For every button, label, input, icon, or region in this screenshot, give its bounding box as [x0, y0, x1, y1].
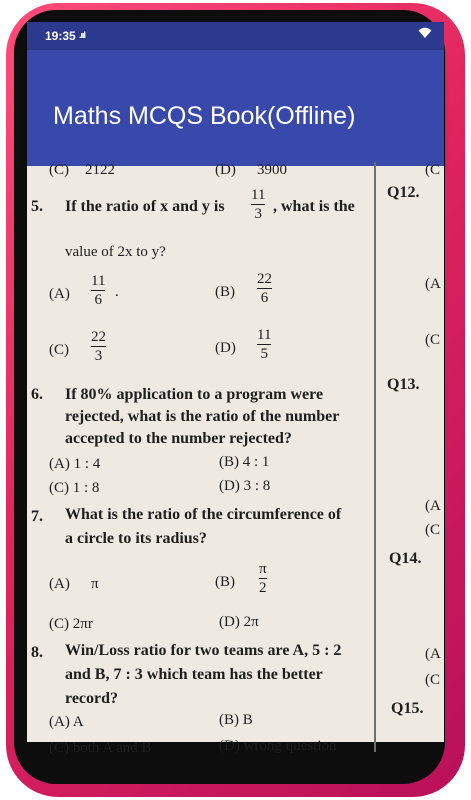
q5-number: 5. [31, 198, 43, 215]
q6-text-3: accepted to the number rejected? [65, 430, 292, 447]
q5-fraction-num: 11 [251, 187, 266, 203]
q5-option-c-fraction [91, 328, 106, 365]
q13-option-c: (C [425, 522, 440, 538]
q8-option-d: (D) wrong question [219, 738, 337, 754]
cut-option-d-label: (D) [215, 162, 236, 178]
q8-text-2: and B, 7 : 3 which team has the better [65, 666, 323, 683]
q7-number: 7. [31, 508, 43, 525]
q5-option-a-label: (A) [49, 286, 70, 302]
q5-fraction-den: 3 [254, 206, 262, 222]
q6-option-b: (B) 4 : 1 [219, 454, 270, 470]
cut-option-c-value: 2122 [85, 162, 115, 178]
q12-option-a: (A [425, 276, 441, 292]
q7-text-2: a circle to its radius? [65, 530, 207, 547]
q6-option-a: (A) 1 : 4 [49, 456, 101, 472]
q5-option-b-fraction [257, 270, 272, 307]
status-bar [27, 22, 444, 50]
q5-text-2: , what is the [273, 198, 355, 215]
q6-option-d: (D) 3 : 8 [219, 478, 271, 494]
q5-d-num: 11 [257, 327, 272, 343]
q13-option-a: (A [425, 498, 441, 514]
q6-option-c: (C) 1 : 8 [49, 480, 100, 496]
cut-option-d-value: 3900 [257, 162, 287, 178]
q8-option-a: (A) A [49, 714, 84, 730]
screen [27, 22, 444, 756]
signal-icon: .ııl [79, 30, 86, 40]
q5-fraction [251, 186, 265, 223]
q5-option-a-fraction [91, 272, 105, 309]
column-divider [374, 162, 376, 752]
q7-option-b-fraction [259, 560, 267, 597]
q8-text-1: Win/Loss ratio for two teams are A, 5 : 2 [65, 642, 342, 659]
q5-text-3: value of 2x to y? [65, 244, 166, 260]
q5-d-den: 5 [260, 346, 268, 362]
q5-b-num: 22 [257, 271, 272, 287]
q6-text-2: rejected, what is the ratio of the number [65, 408, 340, 425]
q12-option-c: (C [425, 332, 440, 348]
q7-option-c: (C) 2πr [49, 616, 93, 632]
q5-a-den: 6 [94, 292, 102, 308]
q7-b-num: π [259, 561, 267, 577]
q15-number: Q15. [391, 700, 424, 717]
q6-text-1: If 80% application to a program were [65, 386, 324, 403]
q14-option-c: (C [425, 672, 440, 688]
q5-option-a-dot: . [115, 284, 119, 300]
q5-c-den: 3 [94, 348, 103, 364]
book-page-image [27, 162, 444, 756]
wifi-icon [418, 27, 432, 42]
q6-number: 6. [31, 386, 43, 403]
status-time: 19:35 [45, 29, 76, 43]
q5-c-num: 22 [91, 329, 106, 345]
q5-option-b-label: (B) [215, 284, 235, 300]
q8-option-c: (C) both A and B [49, 740, 152, 756]
q14-option-a: (A [425, 646, 441, 662]
q7-b-den: 2 [259, 580, 267, 596]
q7-option-d: (D) 2π [219, 614, 259, 630]
q7-option-a-value: π [91, 576, 99, 592]
q7-option-a-label: (A) [49, 576, 70, 592]
q8-number: 8. [31, 644, 43, 661]
q8-option-b: (B) B [219, 712, 253, 728]
cut-option-c-label: (C) [49, 162, 69, 178]
q5-option-d-label: (D) [215, 340, 236, 356]
q5-b-den: 6 [260, 290, 269, 306]
q13-number: Q13. [387, 376, 420, 393]
q8-text-3: record? [65, 690, 119, 707]
right-col-mark: (C [425, 162, 440, 178]
q5-a-num: 11 [91, 273, 106, 289]
q7-text-1: What is the ratio of the circumference of [65, 506, 342, 523]
q12-number: Q12. [387, 184, 420, 201]
app-bar [27, 50, 444, 166]
q7-option-b-label: (B) [215, 574, 235, 590]
q5-text-1: If the ratio of x and y is [65, 198, 225, 215]
q14-number: Q14. [389, 550, 422, 567]
q5-option-c-label: (C) [49, 342, 69, 358]
app-title: Maths MCQS Book(Offline) [53, 102, 356, 130]
q5-option-d-fraction [257, 326, 271, 363]
